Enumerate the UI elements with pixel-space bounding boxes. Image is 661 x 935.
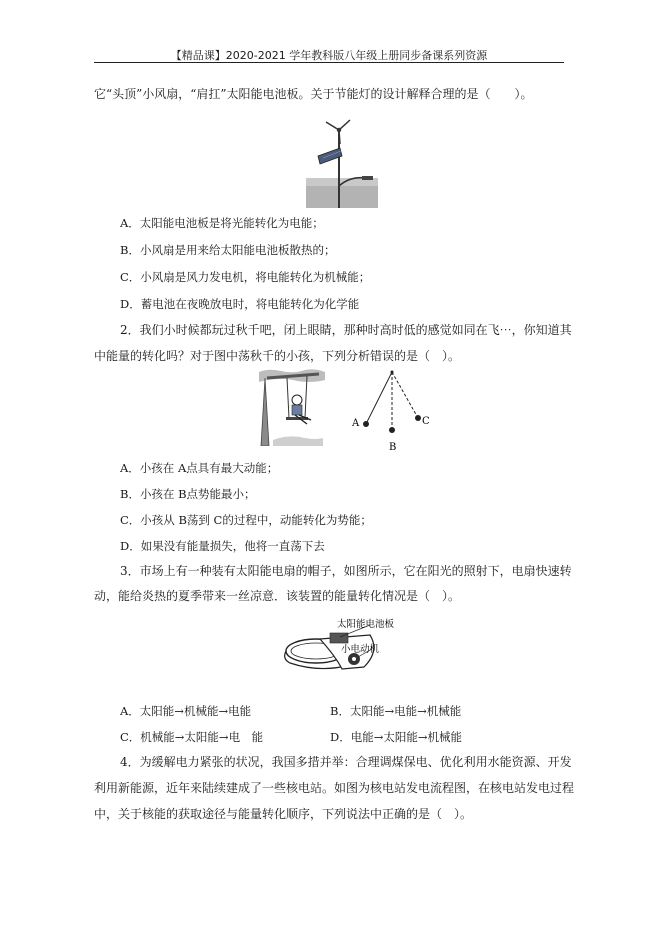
q1-option-d: D．蓄电池在夜晚放电时，将电能转化为化学能 <box>120 297 360 311</box>
q4-stem-line3: 中，关于核能的获取途径与能量转化顺序，下列说法中正确的是（ ）。 <box>94 807 473 821</box>
q3-stem-line2: 动，能给炎热的夏季带来一丝凉意．该装置的能量转化情况是（ ）。 <box>94 589 461 603</box>
q3-option-c: C．机械能→太阳能→电 能 <box>120 730 264 744</box>
solar-street-lamp-figure <box>306 116 378 208</box>
q2-option-d: D．如果没有能量损失，他将一直荡下去 <box>120 539 325 553</box>
q2-stem-line2: 中能量的转化吗？对于图中荡秋千的小孩，下列分析错误的是（ ）。 <box>94 349 461 363</box>
pendulum-point-b <box>389 427 395 433</box>
pendulum-point-a <box>363 421 369 427</box>
label-c: C <box>422 416 430 427</box>
q3-option-b: B．太阳能→电能→机械能 <box>330 704 462 718</box>
q2-option-c: C．小孩从 B荡到 C的过程中，动能转化为势能； <box>120 513 372 527</box>
q3-option-a: A．太阳能→机械能→电能 <box>120 704 252 718</box>
q1-stem-tail: 它“头顶”小风扇，“肩扛”太阳能电池板。关于节能灯的设计解释合理的是（ ）。 <box>94 87 533 101</box>
q2-option-b: B．小孩在 B点势能最小； <box>120 487 256 501</box>
label-solar-panel: 太阳能电池板 <box>337 619 395 630</box>
q1-option-a: A．太阳能电池板是将光能转化为电能； <box>120 216 324 230</box>
child-swing-figure <box>259 368 325 446</box>
solar-fan-hat-figure <box>280 615 430 679</box>
label-small-motor: 小电动机 <box>341 644 380 655</box>
q4-stem-line2: 利用新能源，近年来陆续建成了一些核电站。如图为核电站发电流程图，在核电站发电过程 <box>94 781 575 795</box>
q3-option-d: D．电能→太阳能→机械能 <box>330 730 462 744</box>
pendulum-point-c <box>415 415 421 421</box>
label-a: A <box>352 418 360 429</box>
q4-stem-line1: 4．为缓解电力紧张的状况，我国多措并举：合理调煤保电、优化利用水能资源、开发 <box>120 755 572 769</box>
pendulum-diagram <box>340 368 440 454</box>
q1-option-c: C．小风扇是风力发电机，将电能转化为机械能； <box>120 270 371 284</box>
q2-stem-line1: 2．我们小时候都玩过秋千吧，闭上眼睛，那种时高时低的感觉如同在飞⋯，你知道其 <box>120 323 572 337</box>
q2-option-a: A．小孩在 A点具有最大动能； <box>120 461 279 475</box>
page-header: 【精品课】2020-2021 学年教科版八年级上册同步备课系列资源 <box>170 49 488 62</box>
q1-option-b: B．小风扇是用来给太阳能电池板散热的； <box>120 243 336 257</box>
header-rule <box>94 62 564 63</box>
q3-stem-line1: 3．市场上有一种装有太阳能电扇的帽子，如图所示，它在阳光的照射下，电扇快速转 <box>120 564 572 578</box>
label-b: B <box>389 442 397 453</box>
